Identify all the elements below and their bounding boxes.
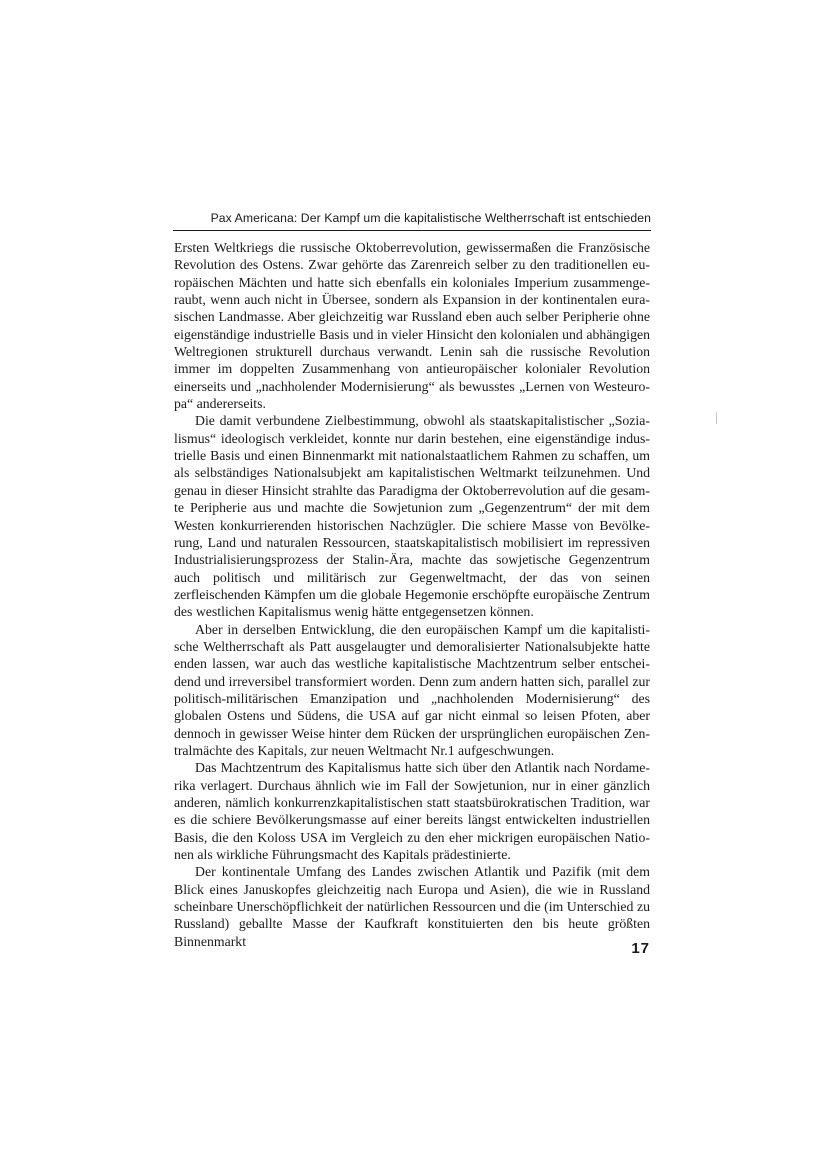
paragraph: Ersten Weltkriegs die russische Oktoberrevolution, gewissermaßen die Französische Revolution des Ostens. Zwar gehörte das Zarenreich selber zu den traditionellen europäischen Mächten und hatte sich ebenfalls ein koloniales Imperium zusammengeraubt, wenn auch nicht in Übersee, sondern als Expansion in der kontinentalen eurasischen Landmasse. Aber gleichzeitig war Russland eben auch selber Peripherie ohne eigenständige industrielle Basis und in vieler Hinsicht den kolonialen und abhängigen Weltregionen strukturell durchaus verwandt. Lenin sah die russische Revolution immer im doppelten Zusammenhang von antieuropäischer kolonialer Revolution einerseits und „nachholender Modernisierung“ als bewusstes „Lernen von Westeuropa“ andererseits. <box>174 240 650 412</box>
page-number: 17 <box>631 940 650 957</box>
paragraph: Der kontinentale Umfang des Landes zwischen Atlantik und Pazifik (mit dem Blick eines Januskopfes gleichzeitig nach Europa und Asien), die wie in Russland scheinbare Unerschöpflichkeit der natürlichen Ressourcen und die (im Unterschied zu Russland) geballte Masse der Kaufkraft konstituierten den bis heute größten Binnenmarkt <box>174 864 650 949</box>
margin-mark <box>716 412 717 424</box>
body-text <box>174 239 650 950</box>
running-head: Pax Americana: Der Kampf um die kapitalistische Weltherrschaft ist entschieden <box>210 211 651 225</box>
header-rule <box>173 230 651 231</box>
paragraph: Aber in derselben Entwicklung, die den europäischen Kampf um die kapitalistische Weltherrschaft als Patt ausgelaugter und demoralisierter Nationalsubjekte hatte enden lassen, war auch das westliche kapitalistische Machtzentrum selber entscheidend und irreversibel transformiert worden. Denn zum andern hatten sich, parallel zur politisch-militärischen Emanzipation und „nachholenden Modernisierung“ des globalen Ostens und Südens, die USA auf gar nicht einmal so leisen Pfoten, aber dennoch in gewisser Weise hinter dem Rücken der ursprünglichen europäischen Zentralmächte des Kapitals, zur neuen Weltmacht Nr.1 aufgeschwungen. <box>174 621 650 758</box>
paragraph: Das Machtzentrum des Kapitalismus hatte sich über den Atlantik nach Nordamerika verlagert. Durchaus ähnlich wie im Fall der Sowjetunion, nur in einer gänzlich anderen, nämlich konkurrenzkapitalistischen statt staatsbürokratischen Tradition, war es die schiere Bevölkerungsmasse auf einer bereits längst entwickelten industriellen Basis, die den Koloss USA im Vergleich zu den eher mickrigen europäischen Nationen als wirkliche Führungsmacht des Kapitals prädestinierte. <box>174 760 650 863</box>
paragraph: Die damit verbundene Zielbestimmung, obwohl als staatskapitalistischer „Sozialismus“ ideologisch verkleidet, konnte nur darin bestehen, eine eigenständige industrielle Basis und einen Binnenmarkt mit nationalstaatlichem Rahmen zu schaffen, um als selbständiges Nationalsubjekt am kapitalistischen Weltmarkt teilzunehmen. Und genau in dieser Hinsicht strahlte das Paradigma der Oktoberrevolution auf die gesamte Peripherie aus und machte die Sowjetunion zum „Gegenzentrum“ der mit dem Westen konkurrierenden historischen Nachzügler. Die schiere Masse von Bevölkerung, Land und naturalen Ressourcen, staatskapitalistisch mobilisiert im repressiven Industrialisierungsprozess der Stalin-Ära, machte das sowjetische Gegenzentrum auch politisch und militärisch zur Gegenweltmacht, der das von seinen zerfleischenden Kämpfen um die globale Hegemonie erschöpfte europäische Zentrum des westlichen Kapitalismus wenig hätte entgegensetzen können. <box>174 413 650 620</box>
